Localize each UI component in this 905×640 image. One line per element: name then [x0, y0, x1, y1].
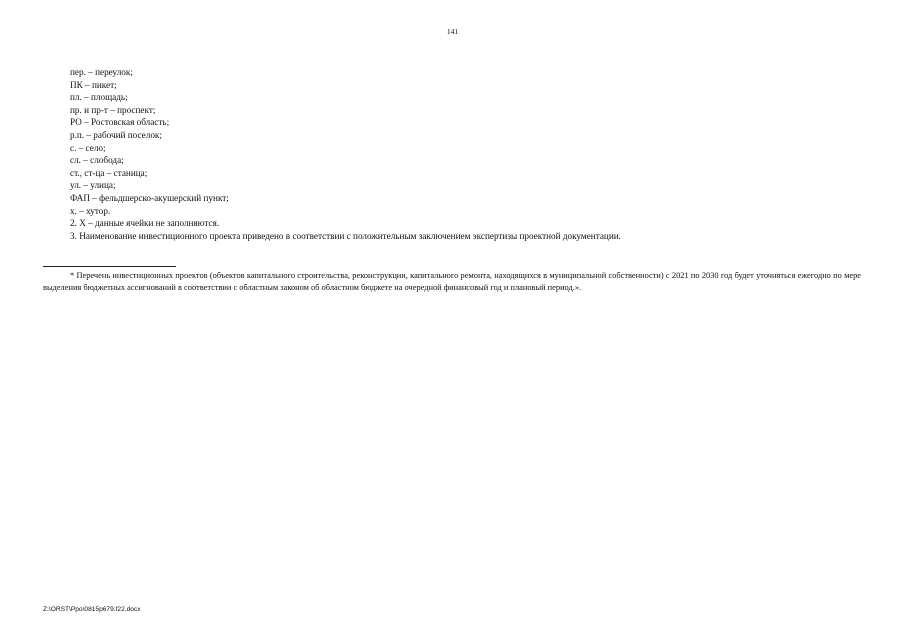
abbreviation-item: пр. и пр-т – проспект; [70, 104, 156, 115]
abbreviation-item: пер. – переулок; [70, 67, 133, 77]
abbreviation-item: РО – Ростовская область; [70, 117, 170, 128]
abbreviation-item: ФАП – фельдшерско-акушерский пункт; [70, 192, 229, 203]
abbreviation-item: сл. – слобода; [70, 155, 124, 166]
note-item: 3. Наименование инвестиционного проекта приведено в соответствии с положительным заключением экспертизы проектной документации. [70, 230, 621, 241]
abbreviation-list [70, 66, 870, 242]
abbreviation-item: х. – хутор. [70, 205, 111, 216]
footer-file-path: Z:\ORST\Ppo\0815p679.f22.docx [43, 606, 141, 613]
abbreviation-item: р.п. – рабочий поселок; [70, 129, 162, 140]
abbreviation-item: пл. – площадь; [70, 92, 128, 103]
footnote-separator [43, 266, 176, 267]
abbreviation-item: с. – село; [70, 142, 106, 153]
abbreviation-item: ПК – пикет; [70, 79, 117, 90]
note-item: 2. Х – данные ячейки не заполняются. [70, 218, 220, 229]
abbreviation-item: ст., ст-ца – станица; [70, 167, 148, 178]
footnote-text: * Перечень инвестиционных проектов (объектов капитального строительства, реконструкции, капитального ремонта, находящихся в муниципальной собственности) с 2021 по 2030 год будет уточняться ежегодно по мере выделения бюджетных ассигнований в соответствии с областным законом об областном бюджете на очередной финансовый год и плановый период.». [43, 271, 861, 293]
abbreviation-item: ул. – улица; [70, 180, 116, 191]
page-number: 141 [446, 27, 459, 36]
